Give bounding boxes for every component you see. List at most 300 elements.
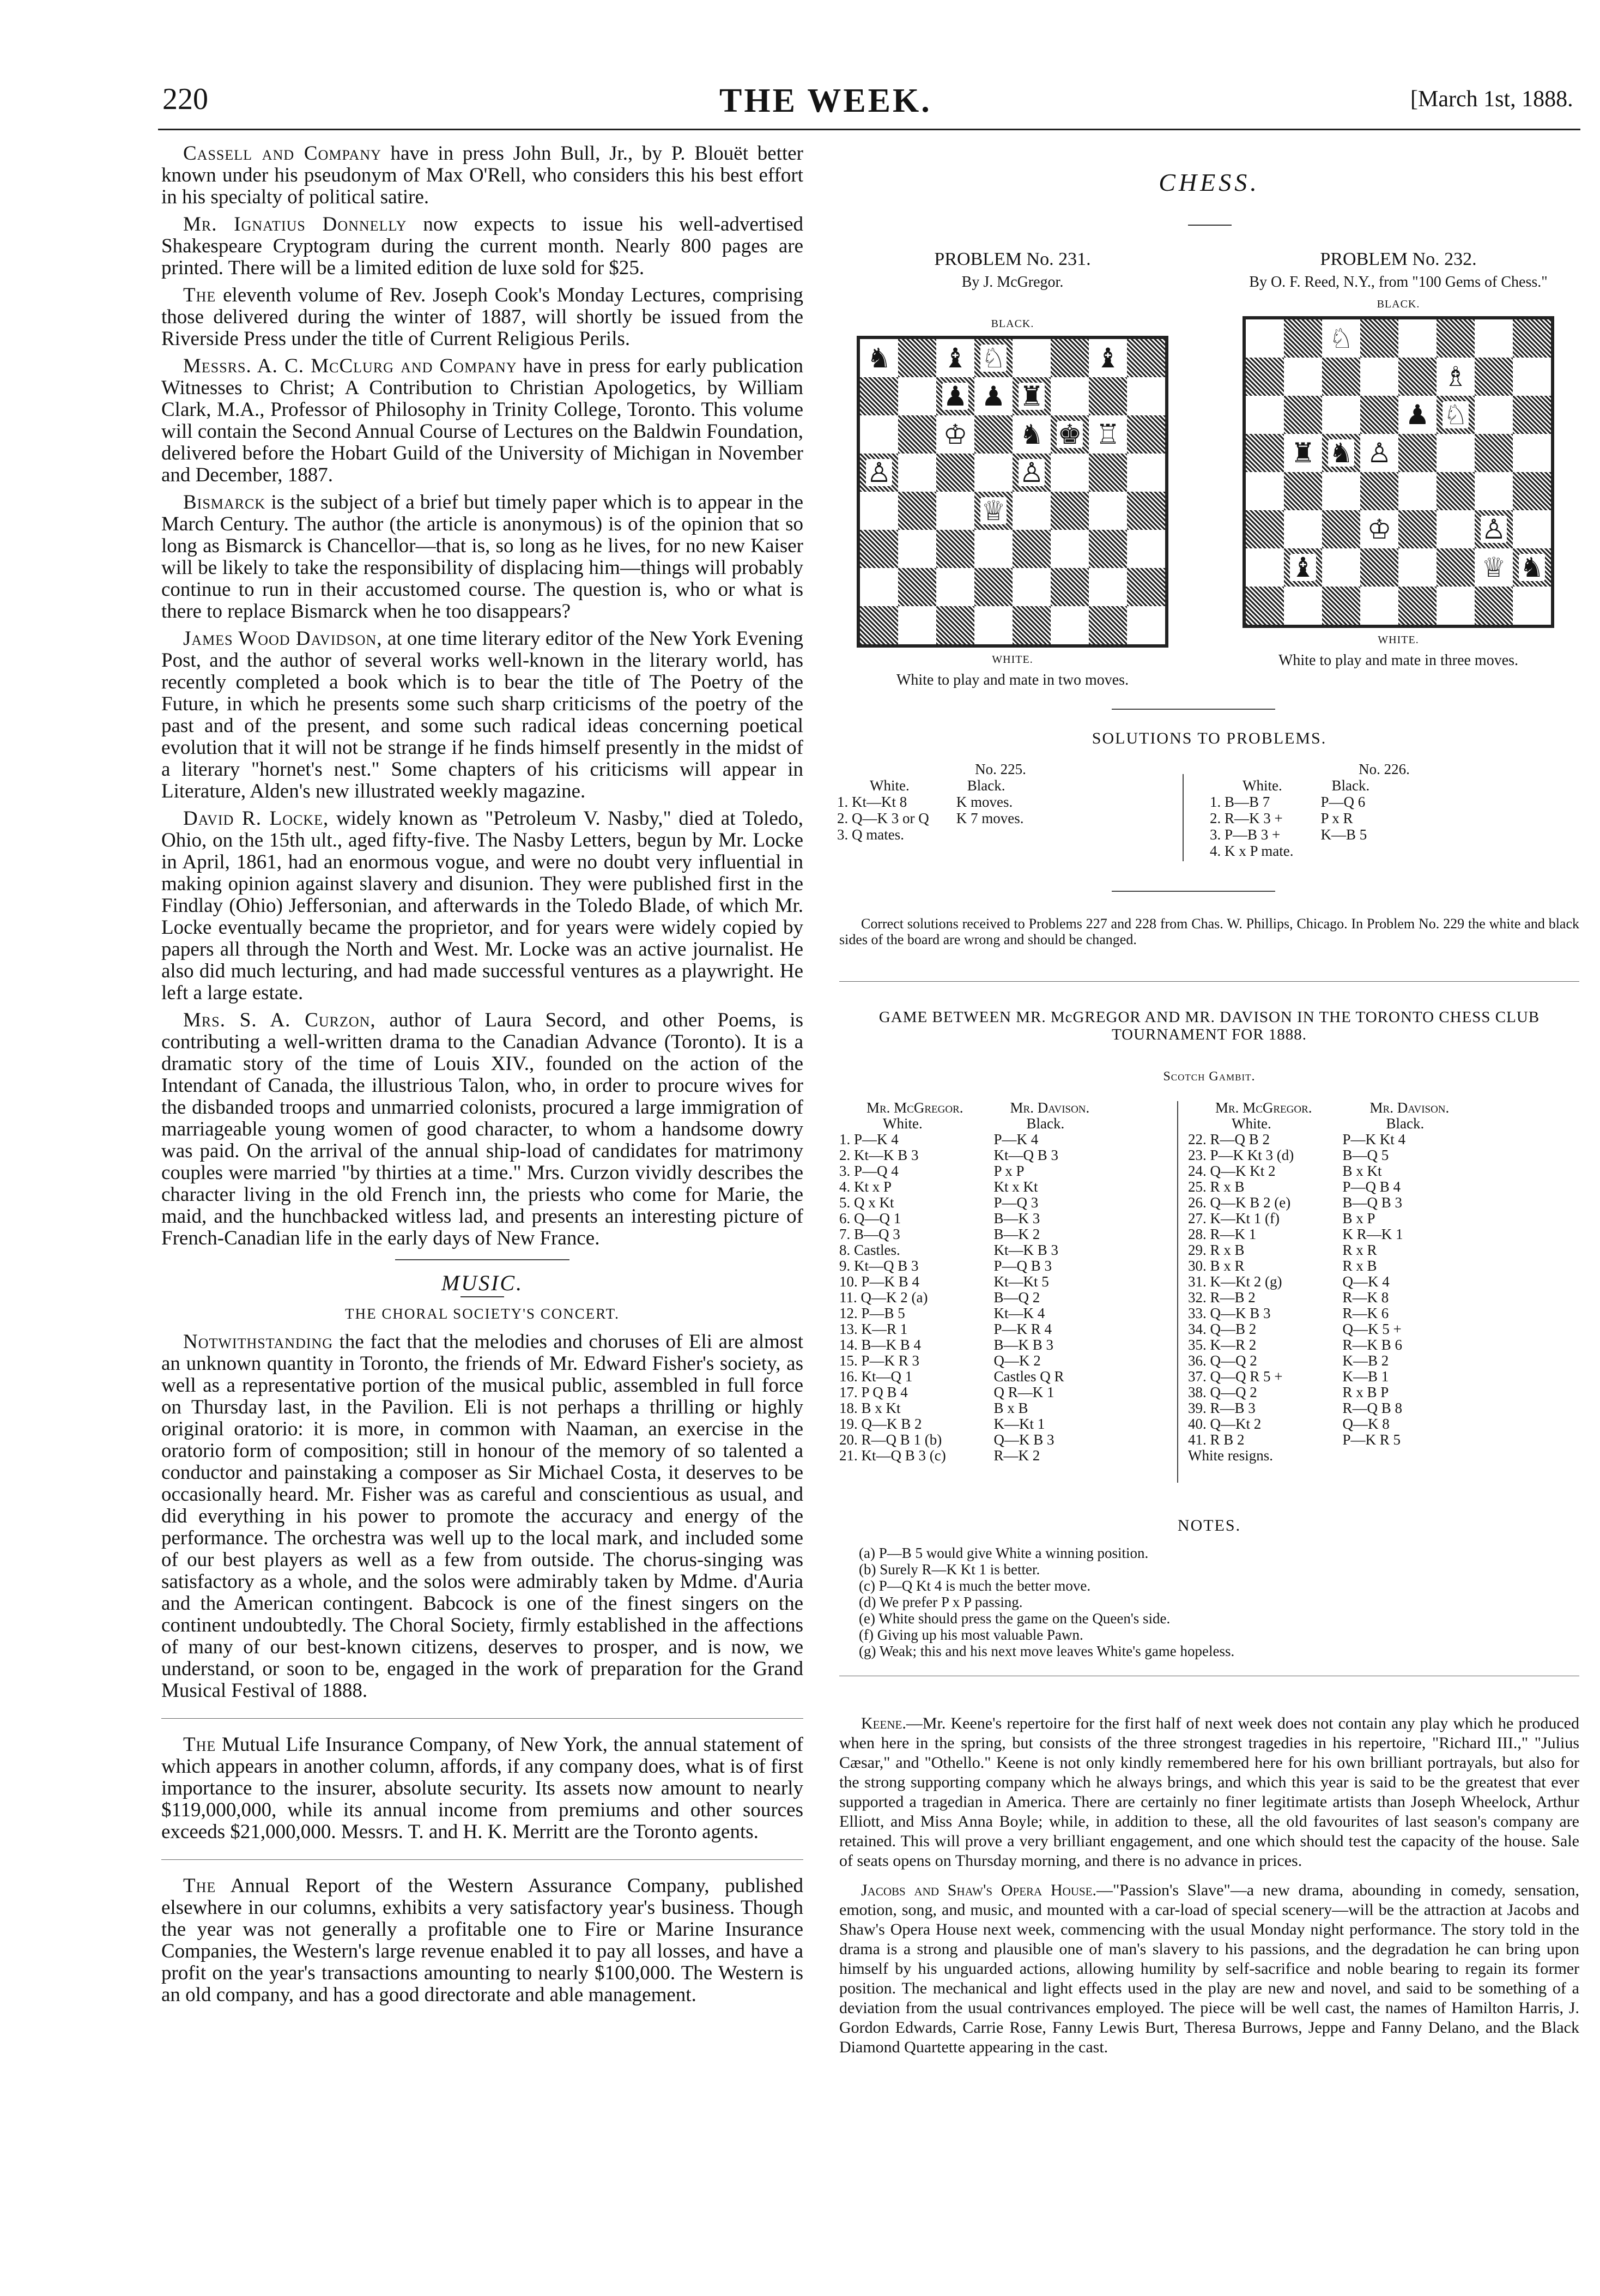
black-move: Q—K 2 (993, 1352, 1041, 1369)
short-rule (460, 1296, 504, 1297)
move-row (839, 1321, 1098, 1337)
white-move: 2. Kt—K B 3 (839, 1147, 919, 1163)
article-body: widely known as "Petroleum V. Nasby," died at Toledo, Ohio, on the 15th ult., aged fifty-five. The Nasby Letters, begun by Mr. Locke in April, 1861, had an enormous vogue, and were no doubt very influential in making opinion against slavery and disunion. They were published first in the Findlay (Ohio) Jeffersonian, and afterwards in the Toledo Blade, of which Mr. Locke eventually became the proprietor, and for years were widely copied by papers all through the North and West. Mr. Locke was an active journalist. He also did much lecturing, and had made successful ventures as a playwright. He left a large estate. (161, 807, 803, 1004)
literary-note (161, 285, 803, 350)
chess-piece-icon: ♜ (1019, 381, 1044, 412)
board-square (1360, 434, 1398, 472)
game-note: (d) We prefer P x P passing. (859, 1594, 1023, 1610)
article-lead: The (183, 1875, 216, 1897)
black-move: R—K 2 (993, 1447, 1040, 1464)
chess-piece-icon: ♞ (866, 343, 892, 373)
white-move: 16. Kt—Q 1 (839, 1368, 913, 1385)
move-row (837, 810, 1029, 826)
move-row (1188, 1385, 1458, 1400)
solution-225 (837, 761, 1164, 843)
board-square (1437, 396, 1475, 434)
article-lead: Jacobs and Shaw's Opera House. (861, 1881, 1097, 1899)
board-square (1398, 396, 1437, 434)
board-square (1051, 568, 1089, 606)
article-body: have in press for early publication Witnesses to Christ; A Contribution to Christian Apologetics, by William Clark, M.A., Professor of Philosophy in Trinity College, Toronto. This volume will contain the Second Annual Course of Lectures on the Baldwin Foundation, delivered before the Hobart Guild of the University of Michigan in November and December, 1887. (161, 355, 803, 486)
solution-moves (837, 794, 1029, 843)
board-square (1051, 454, 1089, 492)
move-row (839, 1432, 1098, 1448)
chess-piece-icon: ♜ (1290, 438, 1316, 468)
white-col-label: White. (1243, 777, 1282, 794)
black-move: Q—K 5 + (1342, 1321, 1402, 1337)
article-body: —Mr. Keene's repertoire for the first half of next week does not contain any play which he produced when here in the spring, but consists of the three strongest tragedies in his repertoire, "Richard III.," "Julius Cæsar," and "Othello." Keene is not only kindly remembered here for his own brilliant portrayals, but also for the strong supporting company which he always brings, and which this year is said to be the greatest that ever supported a tragedian in America. There are certainly no finer legitimate artists than Joseph Wheelock, Arthur Elliott, and Miss Anna Boyle; while, in addition to these, all the old favourites of last season's company are retained. This will prove a very brilliant engagement, and one which should test the capacity of the house. Sale of seats opens on Thursday morning, and there is no advance in prices. (839, 1714, 1579, 1870)
black-move: Kt—K B 3 (993, 1242, 1059, 1258)
chess-problem-232 (1219, 250, 1578, 669)
move-row (1210, 794, 1375, 810)
chess-piece-icon: ♝ (1290, 552, 1316, 583)
board-square (860, 530, 898, 568)
chess-piece-icon: ♙ (1019, 457, 1044, 488)
board-square (936, 530, 974, 568)
board-square (1284, 396, 1322, 434)
board-square (1013, 568, 1051, 606)
board-square (898, 606, 936, 644)
article-body: author of Laura Secord, and other Poems, is contributing a well-written drama to the Canadian Advance (Toronto). It is a dramatic story of the time of Louis XIV., founded on the action of the Intendant of Canada, the illustrious Talon, who, in order to procure wives for the disbanded troops and unmarried colonists, procured a large immigration of marriageable young women of good character, to whom a handsome dowry was paid. On the arrival of the annual ship-load of candidates for matrimony couples were married "by thirties at a time." Mrs. Curzon vividly describes the character living in the old French inn, the priests who come for Marie, the maid, and the hunchbacked witless lad, and presents an interesting picture of French-Canadian life in the early days of New France. (161, 1009, 803, 1249)
chess-problem-231 (833, 250, 1192, 688)
article-body: the fact that the melodies and choruses of Eli are almost an unknown quantity in Toronto, the friends of Mr. Edward Fisher's society, as well as a representative portion of the musical public, assembled in full force on Thursday last, in the Pavilion. Eli is not perhaps a thrilling or highly original oratorio: it is more, in common with Naaman, an exercise in the oratorio form of composition; still in honour of the memory of so talented a conductor and painstaking a composer as Sir Michael Costa, it deserves to be occasionally heard. Mr. Fisher was as careful and conscientious as usual, and did everything in his power to promote the accuracy and energy of the performance. The orchestra was well up to the local mark, and included some of our best players as well as a few from outside. The chorus-singing was satisfactory as a whole, and the solos were admirably taken by Mdme. d'Auria and the American contingent. Babcock is one of the finest singers on the continent undoubtedly. The Choral Society, firmly established in the affections of many of our best-known citizens, deserves to prosper, and is now, we understand, or soon to be, engaged in the work of preparation for the Grand Musical Festival of 1888. (161, 1331, 803, 1702)
black-move: Q—K B 3 (993, 1431, 1054, 1448)
black-move: P—K R 5 (1342, 1431, 1401, 1448)
game-note: (c) P—Q Kt 4 is much the better move. (859, 1578, 1091, 1594)
move-row (1188, 1163, 1458, 1179)
board-square (1246, 587, 1284, 625)
section-divider (1112, 709, 1275, 710)
board-square (974, 454, 1013, 492)
article-body: —"Passion's Slave"—a new drama, abounding in comedy, sensation, emotion, song, and music, and mounted with a car-load of special scenery—will be the attraction at Jacobs and Shaw's Opera House next week, commencing with the usual Monday night performance. The story told in the drama is a strong and plausible one of man's slavery to his passions, and the degradation he can bring upon himself by his unguarded actions, allowing humility by self-sacrifice and noble bearing to regain its former position. The mechanical and light effects used in the play are new and novel, and said to be something of a deviation from the usual contrivances employed. The piece will be well cast, the names of Hamilton Harris, J. Gordon Edwards, Carrie Rose, Fanny Lewis Burt, Theresa Burrows, Jeppe and Fanny Delano, and the Black Diamond Quartette appearing in the cast. (839, 1881, 1579, 2056)
board-square (1513, 396, 1551, 434)
board-square (1051, 377, 1089, 415)
black-move: B—K 2 (993, 1226, 1040, 1242)
article-lead: Notwithstanding (183, 1331, 334, 1353)
board-square (1284, 358, 1322, 396)
move-row (839, 1179, 1098, 1195)
move-row (839, 1306, 1098, 1321)
board-square (1127, 377, 1165, 415)
black-move: K moves. (956, 794, 1013, 810)
black-move: Q—K 4 (1342, 1273, 1390, 1290)
board-square (974, 530, 1013, 568)
black-move: R x B P (1342, 1384, 1389, 1400)
literary-note (161, 1010, 803, 1249)
problem-title: PROBLEM No. 232. (1320, 249, 1477, 269)
board-square (1013, 415, 1051, 454)
move-row (1188, 1369, 1458, 1385)
board-square (1322, 319, 1360, 358)
board-square (1437, 434, 1475, 472)
game-note: (b) Surely R—K Kt 1 is better. (859, 1561, 1040, 1578)
move-row (839, 1290, 1098, 1306)
move-row (1188, 1432, 1458, 1448)
board-square (1513, 319, 1551, 358)
board-square (1322, 472, 1360, 510)
white-move: 27. K—Kt 1 (f) (1188, 1210, 1280, 1226)
black-move: K R—K 1 (1342, 1226, 1403, 1242)
page-number: 220 (162, 82, 208, 116)
white-move: 21. Kt—Q B 3 (c) (839, 1447, 946, 1464)
move-row (1210, 843, 1375, 859)
white-move: 29. R x B (1188, 1242, 1245, 1258)
music-subheading: THE CHORAL SOCIETY'S CONCERT. (345, 1306, 620, 1322)
board-square (974, 492, 1013, 530)
board-square (1475, 434, 1513, 472)
problem-author: By J. McGregor. (961, 274, 1064, 291)
black-move: K—Kt 1 (993, 1416, 1045, 1432)
board-square (1127, 415, 1165, 454)
board-square (1127, 568, 1165, 606)
board-square (1089, 606, 1127, 644)
board-square (936, 415, 974, 454)
board-square (1127, 606, 1165, 644)
black-move: P—Q 3 (993, 1194, 1039, 1211)
board-square (1284, 587, 1322, 625)
white-move: 18. B x Kt (839, 1400, 901, 1416)
black-move: P—Q 6 (1320, 794, 1366, 810)
header-rule (158, 129, 1580, 130)
board-square (1513, 358, 1551, 396)
board-square (1398, 510, 1437, 548)
board-square (860, 377, 898, 415)
white-col-label: White. (883, 1115, 923, 1132)
chess-piece-icon: ♕ (1481, 552, 1506, 583)
move-row (1188, 1416, 1458, 1432)
white-col-label: White. (1232, 1115, 1271, 1132)
board-square (936, 568, 974, 606)
board-square (1360, 472, 1398, 510)
black-move: Kt—Q B 3 (993, 1147, 1059, 1163)
move-row (1188, 1242, 1458, 1258)
black-move: Kt—K 4 (993, 1305, 1045, 1321)
black-move: K—B 1 (1342, 1368, 1389, 1385)
black-move: P—Q B 4 (1342, 1179, 1401, 1195)
article-body: have in press John Bull, Jr., by P. Blouët better known under his pseudonym of Max O'Rell, who considers this his best effort in his specialty of political satire. (161, 142, 803, 208)
board-square (1398, 434, 1437, 472)
white-move: 12. P—B 5 (839, 1305, 905, 1321)
white-move: 11. Q—K 2 (a) (839, 1289, 928, 1306)
board-square (1284, 510, 1322, 548)
literary-notes (161, 143, 803, 1249)
move-row (1188, 1274, 1458, 1290)
column-divider (1177, 1101, 1178, 1483)
white-move: 39. R—B 3 (1188, 1400, 1256, 1416)
board-square (1360, 587, 1398, 625)
board-square (1437, 472, 1475, 510)
move-row (839, 1226, 1098, 1242)
board-square (1437, 510, 1475, 548)
move-row (839, 1211, 1098, 1226)
black-move: Kt x Kt (993, 1179, 1038, 1195)
white-move: 1. B—B 7 (1210, 794, 1270, 810)
chess-piece-icon: ♔ (943, 419, 968, 450)
move-row (1188, 1195, 1458, 1211)
white-move: 2. R—K 3 + (1210, 810, 1283, 826)
solution-number: No. 225. (975, 761, 1026, 777)
board-square (1246, 396, 1284, 434)
black-move (1299, 843, 1375, 859)
white-move: 1. Kt—Kt 8 (837, 794, 907, 810)
move-row (839, 1448, 1098, 1464)
article-lead: Mrs. S. A. Curzon, (183, 1009, 376, 1031)
move-row (1188, 1306, 1458, 1321)
white-move: 1. P—K 4 (839, 1131, 899, 1147)
move-row (1188, 1211, 1458, 1226)
article-lead: Messrs. A. C. McClurg and Company (183, 355, 517, 377)
white-move: 33. Q—K B 3 (1188, 1305, 1271, 1321)
section-divider (161, 1859, 803, 1860)
white-move: 22. R—Q B 2 (1188, 1131, 1270, 1147)
opening-name: Scotch Gambit. (1163, 1070, 1256, 1084)
white-label: WHITE. (1378, 634, 1419, 646)
board-square (1284, 472, 1322, 510)
board-square (1437, 358, 1475, 396)
article-lead: Keene. (861, 1714, 906, 1732)
game-note: (f) Giving up his most valuable Pawn. (859, 1627, 1083, 1643)
move-row (1210, 826, 1375, 843)
board-square (1127, 492, 1165, 530)
board-square (860, 454, 898, 492)
board-square (898, 377, 936, 415)
board-square (1089, 530, 1127, 568)
black-move: B x B (993, 1400, 1028, 1416)
article-body: at one time literary editor of the New York Evening Post, and the author of several works well-known in the literary world, has recently completed a book which is to bear the title of The Poetry of the Future, in which he presents some such sharp criticisms of the poetry of the past and of the present, and some such radical ideas concerning poetical evolution that it will not be strange if he finds himself presently in the midst of a literary "hornet's nest." Some chapters of his criticisms will appear in Literature, Alden's new illustrated weekly magazine. (161, 627, 804, 802)
white-label: WHITE. (992, 654, 1033, 666)
chess-piece-icon: ♟ (981, 381, 1006, 412)
white-move: 14. B—K B 4 (839, 1337, 922, 1353)
masthead-title: THE WEEK. (719, 82, 932, 119)
board-square (1013, 606, 1051, 644)
game-note: (g) Weak; this and his next move leaves White's game hopeless. (859, 1643, 1235, 1659)
board-square (1246, 548, 1284, 587)
move-row (839, 1369, 1098, 1385)
white-move: 3. P—Q 4 (839, 1163, 899, 1179)
white-move: 2. Q—K 3 or Q (837, 810, 929, 826)
white-move: 3. P—B 3 + (1210, 826, 1281, 843)
move-row (839, 1385, 1098, 1400)
move-row (839, 1258, 1098, 1274)
board-square (936, 492, 974, 530)
solutions-heading: SOLUTIONS TO PROBLEMS. (1092, 729, 1327, 747)
move-row (837, 794, 1029, 810)
game-notes (859, 1545, 1578, 1659)
move-row (839, 1353, 1098, 1369)
black-move: B—K B 3 (993, 1337, 1054, 1353)
black-move: K 7 moves. (956, 810, 1024, 826)
article-body: eleventh volume of Rev. Joseph Cook's Monday Lectures, comprising those delivered during the winter of 1887, will shortly be issued from the Riverside Press under the title of Current Religious Perils. (161, 284, 803, 350)
move-row (1188, 1353, 1458, 1369)
game-heading: GAME BETWEEN MR. McGREGOR AND MR. DAVISON IN THE TORONTO CHESS CLUB TOURNAMENT FOR 1888. (878, 1008, 1540, 1043)
board-square (1437, 319, 1475, 358)
white-move: 32. R—B 2 (1188, 1289, 1256, 1306)
white-move: 38. Q—Q 2 (1188, 1384, 1257, 1400)
board-square (1398, 472, 1437, 510)
board-square (1089, 377, 1127, 415)
black-move: K—B 5 (1320, 826, 1367, 843)
white-move: 20. R—Q B 1 (b) (839, 1431, 942, 1448)
black-move: P—K Kt 4 (1342, 1131, 1406, 1147)
move-row (1188, 1226, 1458, 1242)
board-square (1284, 319, 1322, 358)
board-square (1398, 358, 1437, 396)
white-move: 13. K—R 1 (839, 1321, 908, 1337)
white-move: 7. B—Q 3 (839, 1226, 900, 1242)
white-move: 15. P—K R 3 (839, 1352, 920, 1369)
move-row (839, 1163, 1098, 1179)
chess-piece-icon: ♟ (943, 381, 968, 412)
game-note: (e) White should press the game on the Queen's side. (859, 1610, 1171, 1627)
chess-piece-icon: ♕ (981, 496, 1006, 526)
article-lead: The (183, 1733, 216, 1756)
board-square (1513, 472, 1551, 510)
board-square (898, 568, 936, 606)
literary-note (161, 808, 803, 1004)
problem-author: By O. F. Reed, N.Y., from "100 Gems of Chess." (1249, 274, 1548, 291)
black-move: B—K 3 (993, 1210, 1040, 1226)
white-move: 17. P Q B 4 (839, 1384, 908, 1400)
black-move: Q R—K 1 (993, 1384, 1054, 1400)
white-move: 41. R B 2 (1188, 1431, 1245, 1448)
black-label: BLACK. (1377, 298, 1420, 310)
white-move: 35. K—R 2 (1188, 1337, 1257, 1353)
white-move: 6. Q—Q 1 (839, 1210, 901, 1226)
black-move: R x B (1342, 1258, 1377, 1274)
chess-heading: CHESS. (1159, 168, 1260, 196)
section-divider (839, 981, 1579, 982)
white-move: 34. Q—B 2 (1188, 1321, 1257, 1337)
correct-solutions-note: Correct solutions received to Problems 227 and 228 from Chas. W. Phillips, Chicago. In Problem No. 229 the white and black sides of the board are wrong and should be changed. (839, 916, 1579, 947)
board-square (1013, 339, 1051, 377)
board-square (1322, 434, 1360, 472)
white-move: 10. P—K B 4 (839, 1273, 920, 1290)
board-square (1513, 548, 1551, 587)
board-square (860, 568, 898, 606)
board-square (1051, 492, 1089, 530)
board-square (936, 339, 974, 377)
problem-caption: White to play and mate in three moves. (1278, 652, 1519, 669)
board-square (1127, 339, 1165, 377)
chess-piece-icon: ♔ (1367, 514, 1392, 545)
chess-piece-icon: ♗ (1443, 361, 1468, 392)
board-square (1127, 454, 1165, 492)
player-black: Mr. Davison. (1369, 1099, 1450, 1116)
board-square (936, 454, 974, 492)
board-square (860, 339, 898, 377)
board-square (974, 339, 1013, 377)
board-square (1360, 548, 1398, 587)
chess-piece-icon: ♙ (1367, 438, 1392, 468)
board-square (1475, 358, 1513, 396)
move-row (1188, 1400, 1458, 1416)
black-move: B—Q B 3 (1342, 1194, 1403, 1211)
black-col-label: Black. (1026, 1115, 1065, 1132)
board-square (1284, 434, 1322, 472)
literary-note (161, 143, 803, 208)
section-divider (161, 1718, 803, 1719)
chess-piece-icon: ♙ (866, 457, 892, 488)
article-body: Annual Report of the Western Assurance Company, published elsewhere in our columns, exhibits a very satisfactory year's business. Though the year was not generally a profitable one to Fire or Marine Insurance Companies, the Western's large revenue enabled it to pay all losses, and have a profit on the year's transactions amounting to nearly $100,000. The Western is an old company, and has a good directorate and able management. (161, 1875, 803, 2006)
chess-piece-icon: ♞ (1519, 552, 1544, 583)
board-square (1089, 339, 1127, 377)
black-move: B—Q 2 (993, 1289, 1040, 1306)
board-square (860, 492, 898, 530)
white-move: 8. Castles. (839, 1242, 900, 1258)
theatre-notes (839, 1714, 1579, 2067)
board-square (1475, 472, 1513, 510)
literary-note (161, 214, 803, 279)
board-square (860, 606, 898, 644)
board-square (860, 415, 898, 454)
black-move: P x P (993, 1163, 1025, 1179)
board-square (1089, 415, 1127, 454)
article-lead: The (183, 284, 216, 306)
board-square (1475, 587, 1513, 625)
chess-piece-icon: ♝ (943, 343, 968, 373)
board-square (1475, 510, 1513, 548)
white-move: 28. R—K 1 (1188, 1226, 1257, 1242)
section-divider (395, 1259, 569, 1260)
board-square (936, 377, 974, 415)
white-move: 26. Q—K B 2 (e) (1188, 1194, 1291, 1211)
article-lead: Bismarck (183, 491, 266, 513)
move-row (839, 1242, 1098, 1258)
move-row (1188, 1448, 1458, 1464)
black-move: R—Q B 8 (1342, 1400, 1403, 1416)
move-row (1188, 1290, 1458, 1306)
game-moves-1-21 (839, 1100, 1098, 1464)
board-square (898, 492, 936, 530)
music-article (161, 1331, 803, 1702)
black-col-label: Black. (1331, 777, 1370, 794)
board-square (1360, 396, 1398, 434)
board-square (974, 415, 1013, 454)
board-square (1051, 530, 1089, 568)
board-square (974, 568, 1013, 606)
board-square (1013, 492, 1051, 530)
board-square (974, 377, 1013, 415)
article-lead: James Wood Davidson, (183, 627, 383, 650)
player-black: Mr. Davison. (1010, 1099, 1090, 1116)
board-square (1322, 358, 1360, 396)
move-row (1188, 1179, 1458, 1195)
chess-piece-icon: ♞ (1019, 419, 1044, 450)
board-square (898, 415, 936, 454)
white-move: 23. P—K Kt 3 (d) (1188, 1147, 1294, 1163)
move-row (1188, 1321, 1458, 1337)
article-lead: Mr. Ignatius Donnelly (183, 213, 407, 235)
chess-piece-icon: ♘ (981, 343, 1006, 373)
board-square (1284, 548, 1322, 587)
literary-note (161, 355, 803, 486)
board-square (1360, 510, 1398, 548)
board-square (1246, 434, 1284, 472)
board-square (1398, 587, 1437, 625)
article-lead: Cassell and Company (183, 142, 381, 165)
board-square (1360, 358, 1398, 396)
move-row (839, 1416, 1098, 1432)
column-divider (1183, 774, 1184, 861)
board-square (1437, 587, 1475, 625)
problem-title: PROBLEM No. 231. (934, 249, 1091, 269)
white-move: 40. Q—Kt 2 (1188, 1416, 1262, 1432)
black-move: P—Q B 3 (993, 1258, 1052, 1274)
black-move: P x R (1320, 810, 1353, 826)
white-move: 5. Q x Kt (839, 1194, 894, 1211)
notes-heading: NOTES. (1177, 1516, 1241, 1534)
article-body: is the subject of a brief but timely paper which is to appear in the March Century. The author (the article is anonymous) is of the opinion that so long as Bismarck is Chancellor—that is, so long as he lives, for no new Kaiser will be likely to take the responsibility of displacing him—things will probably continue to run in their accustomed course. The question is, who or what is there to replace Bismarck when he too disappears? (161, 491, 803, 623)
chess-piece-icon: ♟ (1405, 400, 1430, 430)
